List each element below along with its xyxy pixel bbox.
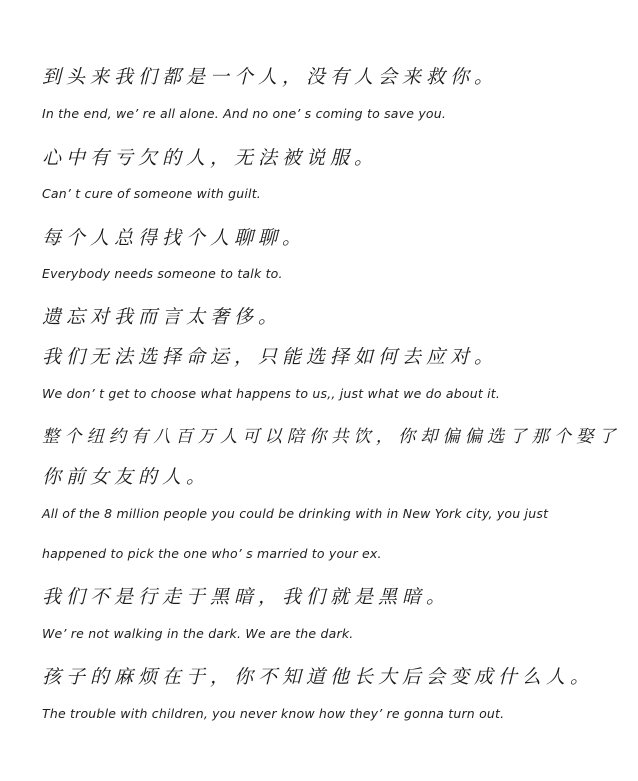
quote-chinese-5: 我们无法选择命运，只能选择如何去应对。 (42, 346, 499, 368)
quote-chinese-1: 到头来我们都是一个人，没有人会来救你。 (42, 66, 499, 88)
quote-chinese-7: 我们不是行走于黑暗，我们就是黑暗。 (42, 586, 451, 608)
quote-english-2: Can’ t cure of someone with guilt. (42, 186, 261, 201)
quote-chinese-4: 遗忘对我而言太奢侈。 (42, 306, 283, 328)
quote-english-5: We don’ t get to choose what happens to us,, just what we do about it. (42, 386, 501, 401)
quote-chinese-6a: 整个纽约有八百万人可以陪你共饮，你却偏偏选了那个娶了 (42, 427, 621, 447)
quote-english-1: In the end, we’ re all alone. And no one’ s coming to save you. (42, 106, 447, 121)
quote-chinese-6b: 你前女友的人。 (42, 466, 211, 488)
quote-chinese-2: 心中有亏欠的人，无法被说服。 (42, 147, 379, 169)
quote-english-3: Everybody needs someone to talk to. (42, 266, 283, 281)
quote-chinese-3: 每个人总得找个人聊聊。 (42, 227, 307, 249)
quote-english-6a: All of the 8 million people you could be drinking with in New York city, you just (42, 506, 549, 521)
quote-english-6b: happened to pick the one who’ s married to your ex. (42, 546, 382, 561)
quote-english-8: The trouble with children, you never know how they’ re gonna turn out. (42, 706, 505, 721)
quote-english-7: We’ re not walking in the dark. We are the dark. (42, 626, 354, 641)
quote-chinese-8: 孩子的麻烦在于，你不知道他长大后会变成什么人。 (42, 666, 595, 688)
